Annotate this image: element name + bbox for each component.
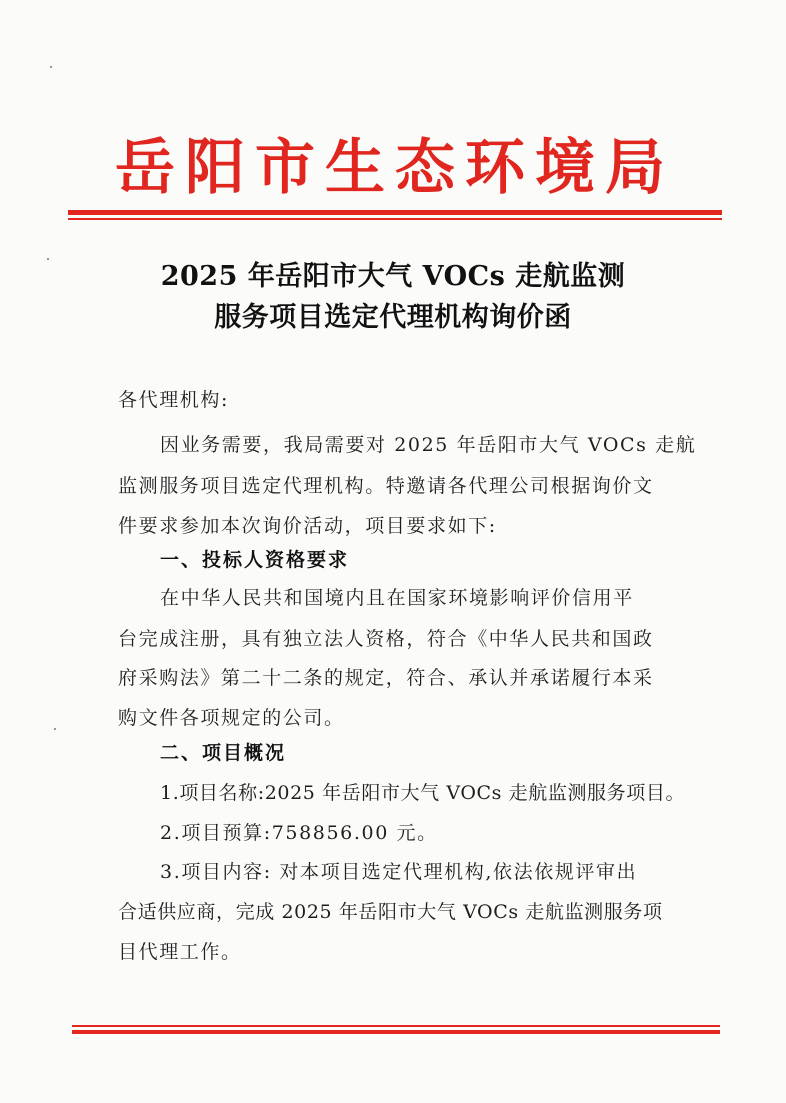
intro-line-3: 件要求参加本次询价活动，项目要求如下: [118,515,497,537]
footer-rule-thick [72,1030,720,1034]
section-1-line-4: 购文件各项规定的公司。 [118,707,345,729]
project-name-item: 1.项目名称:2025 年岳阳市大气 VOCs 走航监测服务项目。 [160,782,686,804]
section-1-line-3: 府采购法》第二十二条的规定，符合、承认并承诺履行本采 [118,667,654,689]
section-1-line-1: 在中华人民共和国境内且在国家环境影响评价信用平 [160,587,634,609]
footer-rule-thin [72,1025,720,1027]
document-title-line-2: 服务项目选定代理机构询价函 [214,302,572,333]
section-1-line-2: 台完成注册，具有独立法人资格，符合《中华人民共和国政 [118,628,654,650]
letterhead-rule-thick [68,210,722,215]
project-content-line-2: 合适供应商，完成 2025 年岳阳市大气 VOCs 走航监测服务项 [118,901,663,923]
salutation: 各代理机构: [118,389,230,411]
letterhead-org-name: 岳阳市生态环境局 [115,133,675,203]
project-budget-item: 2.项目预算:758856.00 元。 [160,822,438,844]
letterhead-rule-thin [68,218,722,220]
project-content-line-3: 目代理工作。 [118,941,242,963]
scan-speck [54,728,56,730]
document-title-line-1: 2025 年岳阳市大气 VOCs 走航监测 [160,261,626,292]
scan-speck [50,66,52,68]
intro-line-1: 因业务需要，我局需要对 2025 年岳阳市大气 VOCs 走航 [160,434,697,456]
section-1-heading: 一、投标人资格要求 [160,549,350,571]
section-2-heading: 二、项目概况 [160,742,287,764]
project-content-line-1: 3.项目内容: 对本项目选定代理机构,依法依规评审出 [160,861,638,883]
intro-line-2: 监测服务项目选定代理机构。特邀请各代理公司根据询价文 [118,475,654,497]
scan-speck [47,258,49,260]
